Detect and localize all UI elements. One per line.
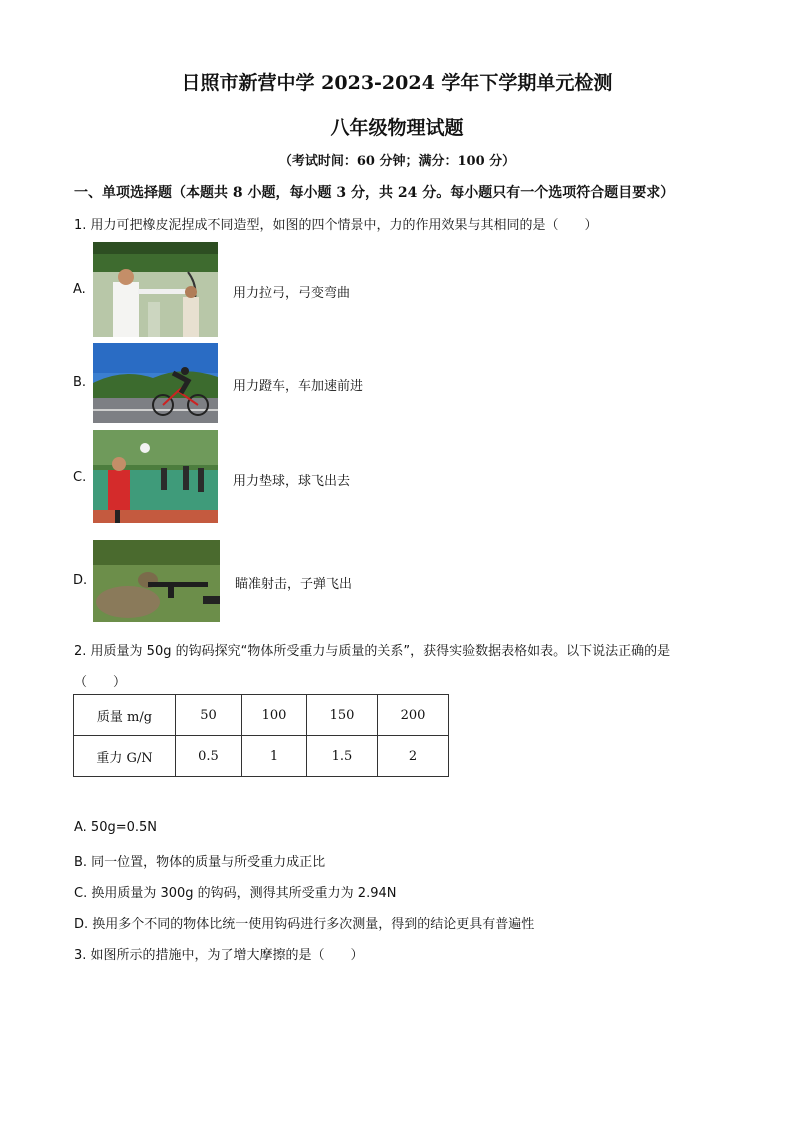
volleyball-photo [93, 430, 218, 523]
q1-option-c-letter: C. [73, 470, 87, 485]
q1-option-a-letter: A. [73, 282, 86, 297]
cycling-photo [93, 343, 218, 423]
table-cell: 100 [242, 695, 307, 736]
table-cell: 1.5 [307, 736, 378, 777]
shooting-photo [93, 540, 220, 622]
section-heading: 一、单项选择题（本题共 8 小题，每小题 3 分，共 24 分。每小题只有一个选项符合题目要求） [74, 185, 675, 201]
exam-title: 日照市新营中学 2023-2024 学年下学期单元检测 [181, 72, 613, 94]
table-cell: 200 [378, 695, 449, 736]
data-table [73, 694, 449, 777]
q2-option-c: C. 换用质量为 300g 的钩码，测得其所受重力为 2.94N [74, 886, 397, 901]
q1-option-b-text: 用力蹬车，车加速前进 [233, 379, 364, 394]
q2-option-a: A. 50g=0.5N [74, 820, 158, 835]
table-cell: 质量 m/g [74, 695, 176, 736]
q1-option-d-letter: D. [73, 573, 88, 588]
question-2-stem-blank: （ ） [74, 675, 127, 690]
exam-subtitle: 八年级物理试题 [330, 117, 464, 139]
table-cell: 重力 G/N [74, 736, 176, 777]
q1-option-c-text: 用力垫球，球飞出去 [233, 474, 351, 489]
question-1-stem: 1. 用力可把橡皮泥捏成不同造型，如图的四个情景中，力的作用效果与其相同的是（ ） [74, 218, 598, 233]
question-2-stem: 2. 用质量为 50g 的钩码探究“物体所受重力与质量的关系”，获得实验数据表格如表。以下说法正确的是 [74, 644, 671, 659]
table-cell: 50 [176, 695, 242, 736]
q1-option-b-letter: B. [73, 375, 87, 390]
q1-option-a-text: 用力拉弓，弓变弯曲 [233, 286, 351, 301]
exam-info: （考试时间：60 分钟；满分：100 分） [278, 154, 516, 169]
table-cell: 1 [242, 736, 307, 777]
table-cell: 0.5 [176, 736, 242, 777]
q1-option-d-text: 瞄准射击，子弹飞出 [235, 577, 353, 592]
table-cell: 2 [378, 736, 449, 777]
table-row [74, 736, 449, 777]
q2-option-b: B. 同一位置，物体的质量与所受重力成正比 [74, 855, 326, 870]
table-row [74, 695, 449, 736]
table-cell: 150 [307, 695, 378, 736]
archery-photo [93, 242, 218, 337]
q2-option-d: D. 换用多个不同的物体比统一使用钩码进行多次测量，得到的结论更具有普遍性 [74, 917, 535, 932]
question-3-stem: 3. 如图所示的措施中，为了增大摩擦的是（ ） [74, 948, 364, 963]
